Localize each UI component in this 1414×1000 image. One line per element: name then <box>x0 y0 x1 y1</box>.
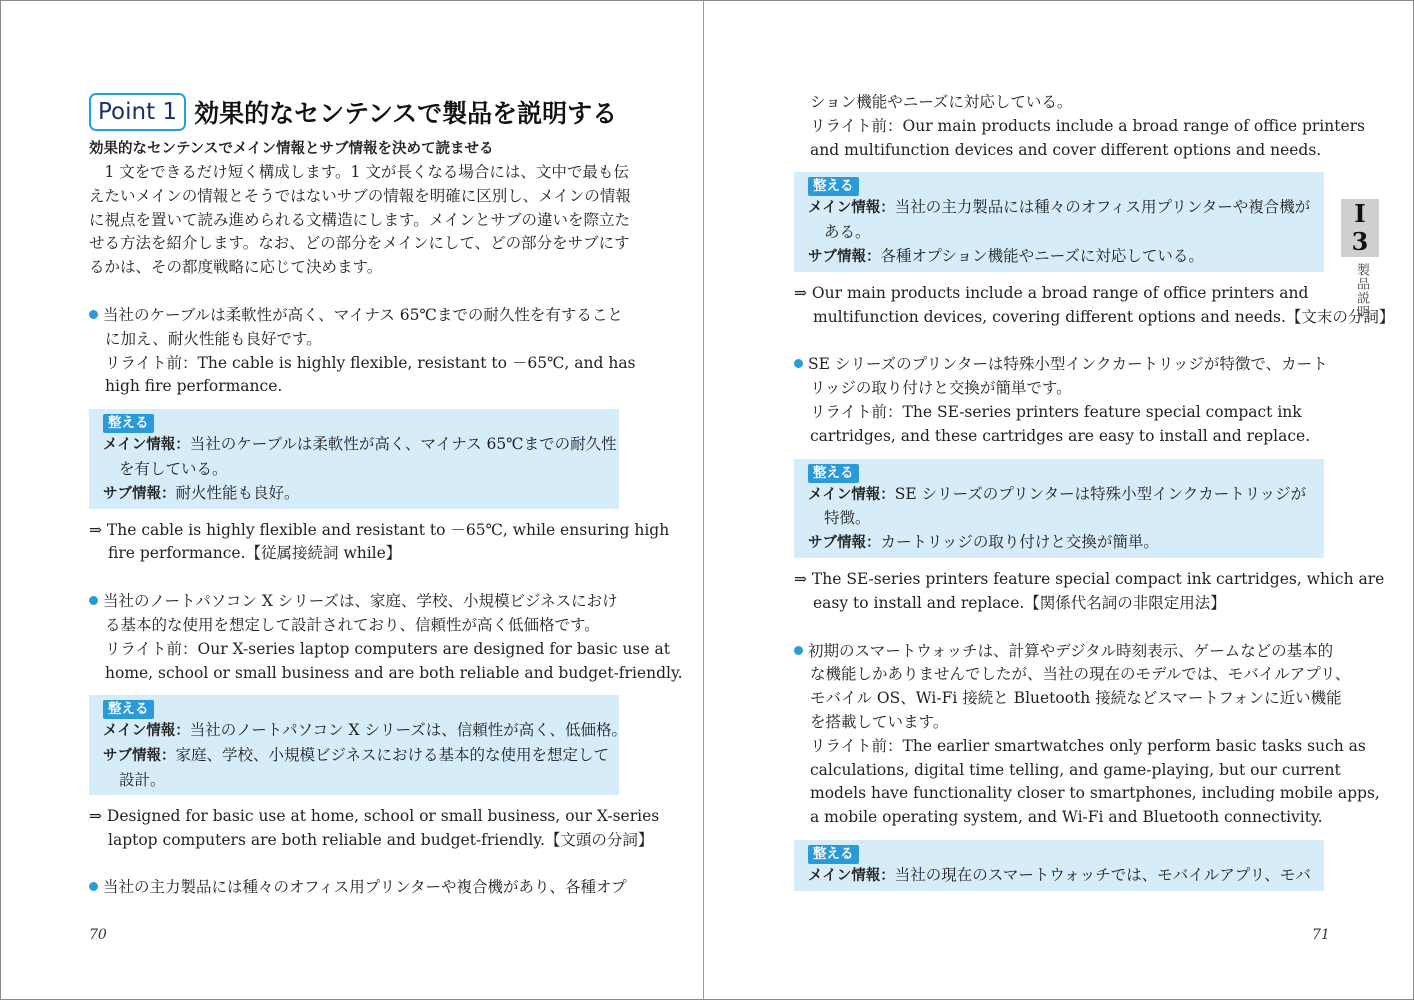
rewrite-before: リライト前：The cable is highly flexible, resistant to －65℃, and has <box>105 353 636 372</box>
rewrite-before-cont: calculations, digital time telling, and game-playing, but our current <box>810 760 1341 779</box>
intro-line: えたいメインの情報とそうではないサブの情報を明確に区別し、メインの情報 <box>89 186 631 205</box>
arrange-tag: 整える <box>808 177 859 196</box>
bullet-icon <box>794 359 803 368</box>
example-bullet-cont: モバイル OS、Wi-Fi 接続と Bluetooth 接続などスマートフォンに近い機能 <box>810 689 1342 708</box>
rewrite-before-cont: cartridges, and these cartridges are easy to install and replace. <box>810 426 1311 445</box>
page-number: 71 <box>1312 927 1330 943</box>
example-bullet-cont: ション機能やニーズに対応している。 <box>810 93 1073 111</box>
rewrite-before-cont: a mobile operating system, and Wi-Fi and Bluetooth connectivity. <box>810 808 1323 827</box>
rewrite-before-cont: high fire performance. <box>105 377 283 396</box>
arrange-tag: 整える <box>103 700 154 719</box>
arrange-tag: 整える <box>103 414 154 433</box>
intro-line: 1 文をできるだけ短く構成します。1 文が長くなる場合には、文中で最も伝 <box>89 163 629 181</box>
main-info-label: メイン情報： <box>103 723 190 740</box>
rewrite-before-cont: home, school or small business and are both reliable and budget-friendly. <box>105 663 683 682</box>
main-info-cont: ある。 <box>824 223 871 242</box>
rewrite-before: リライト前：The earlier smartwatches only perform basic tasks such as <box>810 736 1366 755</box>
result-sentence-cont: multifunction devices, covering different options and needs.【文末の分詞】 <box>813 307 1395 326</box>
main-info: 当社の現在のスマートウォッチでは、モバイルアプリ、モバ <box>894 865 1311 884</box>
result-sentence-cont: laptop computers are both reliable and budget-friendly.【文頭の分詞】 <box>108 830 654 849</box>
example-bullet: 初期のスマートウォッチは、計算やデジタル時刻表示、ゲームなどの基本的 <box>794 640 1324 664</box>
result-sentence: ⇒ Designed for basic use at home, school or small business, our X-series <box>89 806 660 825</box>
main-info: 当社の主力製品には種々のオフィス用プリンターや複合機が <box>894 198 1311 217</box>
intro-line: せる方法を紹介します。なお、どの部分をメインにして、どの部分をサブにす <box>89 234 630 253</box>
sub-info-label: サブ情報： <box>103 485 176 502</box>
arrange-tag: 整える <box>808 845 859 864</box>
example-bullet: 当社のケーブルは柔軟性が高く、マイナス 65℃までの耐久性を有すること <box>89 304 619 328</box>
intro-line: るかは、その都度戦略に応じて決めます。 <box>89 258 383 277</box>
main-info: SE シリーズのプリンターは特殊小型インクカートリッジが <box>894 484 1307 503</box>
result-sentence: ⇒ The SE-series printers feature special compact ink cartridges, which are <box>794 569 1385 588</box>
result-sentence: ⇒ Our main products include a broad range of office printers and <box>794 283 1309 302</box>
point-badge: Point 1 <box>89 93 186 131</box>
main-info: 当社のノートパソコン X シリーズは、信頼性が高く、低価格。 <box>189 721 627 740</box>
subtitle: 効果的なセンテンスでメイン情報とサブ情報を決めて読ませる <box>89 141 494 157</box>
main-info-label: メイン情報： <box>103 437 190 454</box>
sub-info-cont: 設計。 <box>119 770 166 789</box>
sub-info: カートリッジの取り付けと交換が簡単。 <box>880 533 1159 552</box>
bullet-icon <box>89 882 98 891</box>
rewrite-before: リライト前：The SE-series printers feature special compact ink <box>810 402 1302 421</box>
right-page <box>704 1 1413 999</box>
result-sentence: ⇒ The cable is highly flexible and resistant to －65℃, while ensuring high <box>89 520 670 539</box>
sub-info: 耐火性能も良好。 <box>175 483 300 502</box>
arrange-box <box>89 695 627 794</box>
sub-info-label: サブ情報： <box>808 248 881 265</box>
left-page <box>1 1 703 999</box>
rewrite-before: リライト前：Our main products include a broad range of office printers <box>810 116 1366 135</box>
main-info-label: メイン情報： <box>808 200 895 217</box>
rewrite-before: リライト前：Our X-series laptop computers are designed for basic use at <box>105 639 670 658</box>
main-info-label: メイン情報： <box>808 867 895 884</box>
rewrite-before-cont: models have functionality closer to smartphones, including mobile apps, <box>810 784 1380 803</box>
arrange-box <box>794 840 1324 891</box>
rewrite-before-cont: and multifunction devices and cover different options and needs. <box>810 140 1322 159</box>
example-bullet: SE シリーズのプリンターは特殊小型インクカートリッジが特徴で、カート <box>794 353 1324 377</box>
example-bullet-cont: を搭載しています。 <box>810 712 949 731</box>
sub-info-label: サブ情報： <box>103 748 176 765</box>
main-info-cont: 特徴。 <box>824 509 871 528</box>
example-bullet: 当社のノートパソコン X シリーズは、家庭、学校、小規模ビジネスにおけ <box>89 590 619 614</box>
example-bullet-cont: に加え、耐火性能も良好です。 <box>105 329 322 348</box>
chapter-tab-number: 3 <box>1351 227 1369 256</box>
page-number: 70 <box>89 927 107 943</box>
arrange-tag: 整える <box>808 464 859 483</box>
intro-line: に視点を置いて読み進められる文構造にします。メインとサブの違いを際立た <box>89 210 630 229</box>
bullet-icon <box>89 596 98 605</box>
example-bullet: 当社の主力製品には種々のオフィス用プリンターや複合機があり、各種オプ <box>89 876 619 900</box>
example-bullet-cont: な機能しかありませんでしたが、当社の現在のモデルでは、モバイルアプリ、 <box>810 665 1351 684</box>
main-info-label: メイン情報： <box>808 486 895 503</box>
sub-info: 家庭、学校、小規模ビジネスにおける基本的な使用を想定して <box>175 746 610 765</box>
page-title: 効果的なセンテンスで製品を説明する <box>194 99 618 128</box>
main-info-cont: を有している。 <box>119 459 228 478</box>
arrange-box <box>89 409 619 508</box>
result-sentence-cont: easy to install and replace.【関係代名詞の非限定用法】 <box>813 593 1226 612</box>
point-heading <box>89 93 619 131</box>
example-bullet-cont: る基本的な使用を想定して設計されており、信頼性が高く低価格です。 <box>105 615 600 634</box>
main-info: 当社のケーブルは柔軟性が高く、マイナス 65℃までの耐久性 <box>189 435 617 454</box>
bullet-icon <box>89 310 98 319</box>
arrange-box <box>794 459 1324 558</box>
sub-info: 各種オプション機能やニーズに対応している。 <box>880 246 1204 265</box>
arrange-box <box>794 172 1324 271</box>
left-column <box>89 93 683 900</box>
chapter-tab-part: I <box>1354 199 1366 228</box>
sub-info-label: サブ情報： <box>808 535 881 552</box>
chapter-tab <box>1341 199 1379 257</box>
chapter-label: 製品説明 <box>1354 263 1369 319</box>
bullet-icon <box>794 646 803 655</box>
example-bullet-cont: リッジの取り付けと交換が簡単です。 <box>810 379 1072 398</box>
result-sentence-cont: fire performance.【従属接続詞 while】 <box>108 544 402 563</box>
